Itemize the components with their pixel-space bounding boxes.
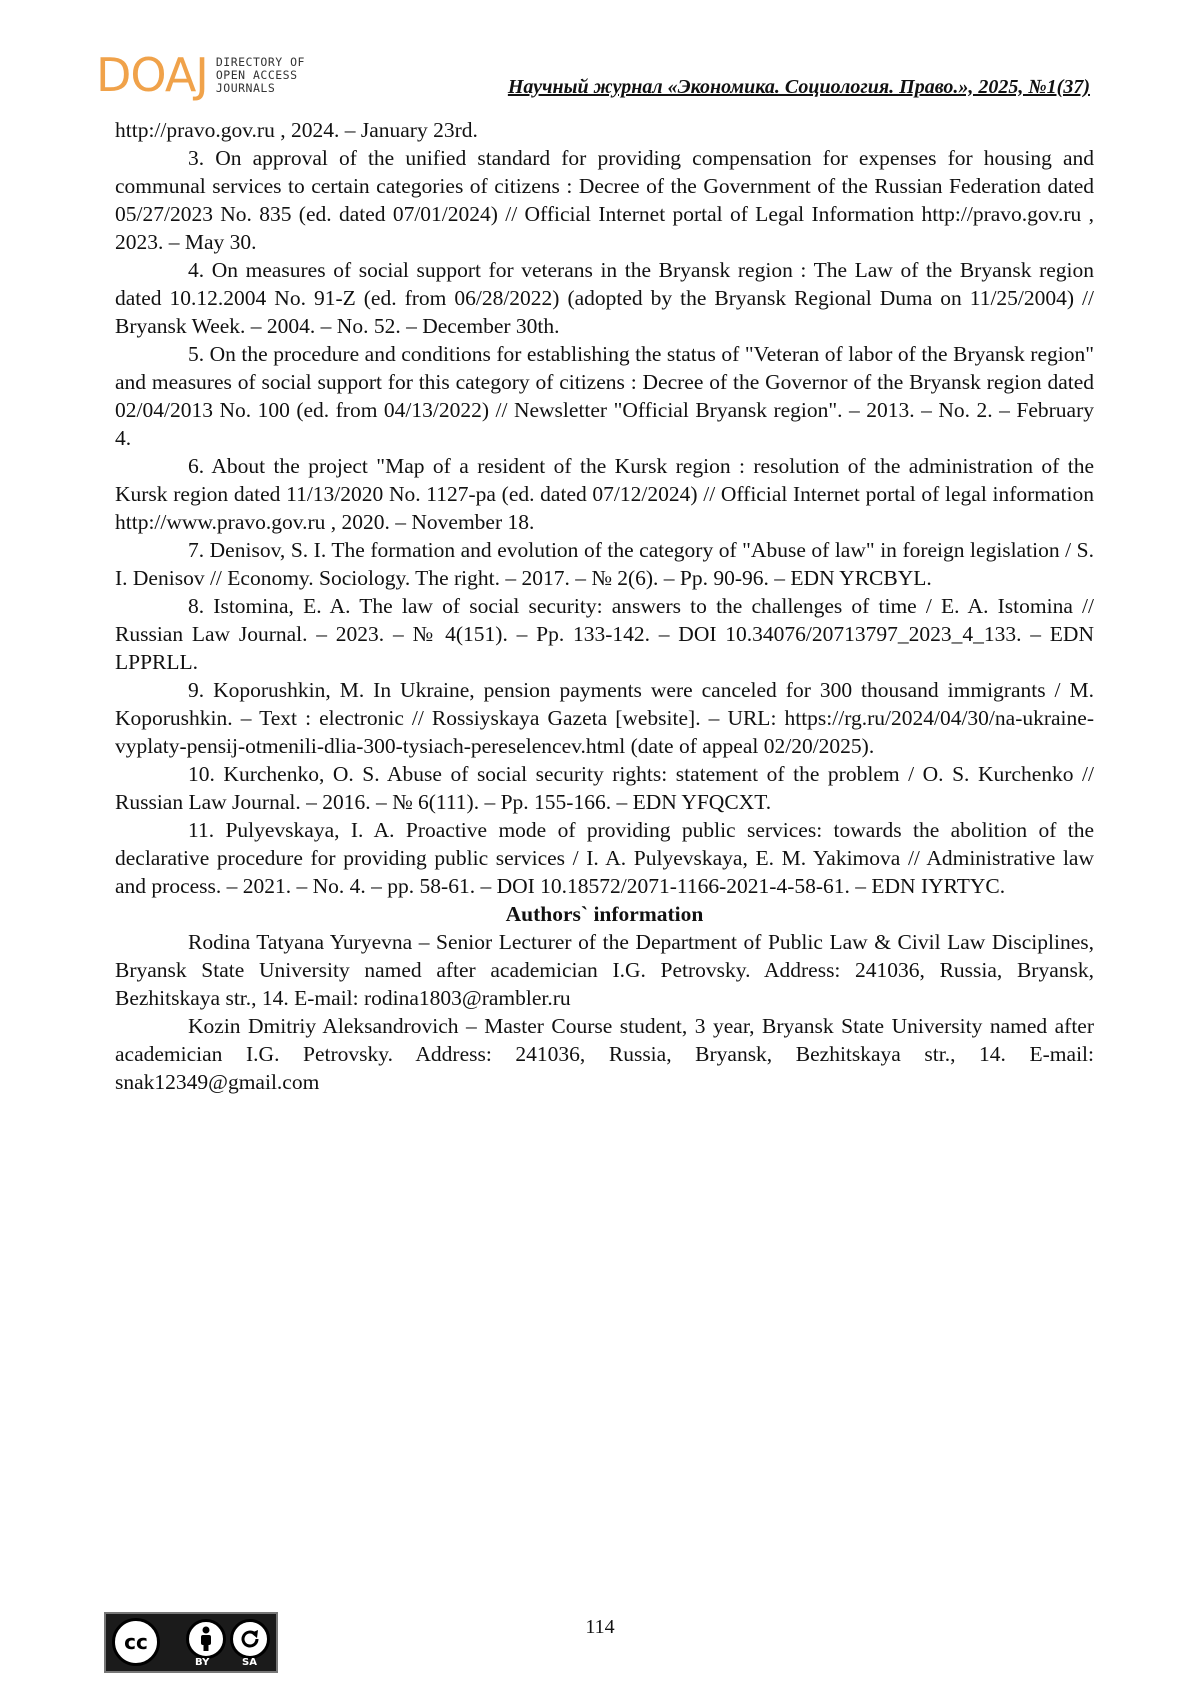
reference-item: 8. Istomina, E. A. The law of social security: answers to the challenges of time / E. A. Istomina // Russian Law Journal. – 2023. – № 4(151). – Pp. 133-142. – DOI 10.34076/20713797_2023_4_133. – EDN LPPRLL. — [115, 594, 1094, 674]
doaj-logo-mark: DOAJ — [96, 48, 208, 102]
author-info: Kozin Dmitriy Aleksandrovich – Master Course student, 3 year, Bryansk State University named after academician I.G. Petrovsky. Address: 241036, Russia, Bryansk, Bezhitskaya str., 14. E-mail: snak12349@gmail.com — [115, 1014, 1094, 1094]
doaj-logo-line: DIRECTORY OF — [215, 54, 305, 69]
doaj-logo-text — [216, 56, 305, 95]
reference-item: 10. Kurchenko, O. S. Abuse of social security rights: statement of the problem / O. S. Kurchenko // Russian Law Journal. – 2016. – № 6(111). – Pp. 155-166. – EDN YFQCXT. — [115, 762, 1094, 814]
cc-by-label: BY — [195, 1657, 210, 1668]
reference-continuation: http://pravo.gov.ru , 2024. – January 23rd. — [115, 118, 478, 142]
page-header — [96, 44, 1090, 104]
cc-icon: cc — [112, 1618, 160, 1666]
reference-item: 5. On the procedure and conditions for establishing the status of "Veteran of labor of the Bryansk region" and measures of social support for this category of citizens : Decree of the Governor of the Bryansk region dated 02/04/2013 No. 100 (ed. from 04/13/2022) // Newsletter "Official Bryansk region". – 2013. – No. 2. – February 4. — [115, 342, 1094, 450]
reference-item: 7. Denisov, S. I. The formation and evolution of the category of "Abuse of law" in foreign legislation / S. I. Denisov // Economy. Sociology. The right. – 2017. – № 2(6). – Pp. 90-96. – EDN YRCBYL. — [115, 538, 1094, 590]
reference-item: 11. Pulyevskaya, I. A. Proactive mode of providing public services: towards the abolition of the declarative procedure for providing public services / I. A. Pulyevskaya, E. M. Yakimova // Administrative law and process. – 2021. – No. 4. – pp. 58-61. – DOI 10.18572/2071-1166-2021-4-58-61. – EDN IYRTYC. — [115, 818, 1094, 898]
cc-sa-label: SA — [242, 1657, 257, 1668]
reference-item: 4. On measures of social support for veterans in the Bryansk region : The Law of the Bryansk region dated 10.12.2004 No. 91-Z (ed. from 06/28/2022) (adopted by the Bryansk Regional Duma on 11/25/2004) // Bryansk Week. – 2004. – No. 52. – December 30th. — [115, 258, 1094, 338]
journal-title: Научный журнал «Экономика. Социология. Право.», 2025, №1(37) — [507, 76, 1090, 98]
reference-item: 3. On approval of the unified standard for providing compensation for expenses for housing and communal services to certain categories of citizens : Decree of the Government of the Russian Federation dated 05/27/2023 No. 835 (ed. dated 07/01/2024) // Official Internet portal of Legal Information http://pravo.gov.ru , 2023. – May 30. — [115, 146, 1094, 254]
author-info: Rodina Tatyana Yuryevna – Senior Lecturer of the Department of Public Law & Civil Law Disciplines, Bryansk State University named after academician I.G. Petrovsky. Address: 241036, Russia, Bryansk, Bezhitskaya str., 14. E-mail: rodina1803@rambler.ru — [115, 930, 1094, 1010]
reference-item: 6. About the project "Map of a resident of the Kursk region : resolution of the administration of the Kursk region dated 11/13/2020 No. 1127-pa (ed. dated 07/12/2024) // Official Internet portal of legal information http://www.pravo.gov.ru , 2020. – November 18. — [115, 454, 1094, 534]
authors-heading: Authors` information — [505, 902, 704, 926]
doaj-logo-line: JOURNALS — [215, 80, 276, 95]
doaj-logo-line: OPEN ACCESS — [215, 67, 298, 82]
doaj-logo — [96, 50, 305, 100]
page-number: 114 — [585, 1616, 615, 1638]
main-content — [115, 116, 1094, 1096]
reference-item: 9. Koporushkin, M. In Ukraine, pension payments were canceled for 300 thousand immigrants / M. Koporushkin. – Text : electronic // Rossiyskaya Gazeta [website]. – URL: https://rg.ru/2024/04/30/na-ukraine-vyplaty-pensij-otmenili-dlia-300-tysiach-pereselencev.html (date of appeal 02/20/2025). — [115, 678, 1094, 758]
